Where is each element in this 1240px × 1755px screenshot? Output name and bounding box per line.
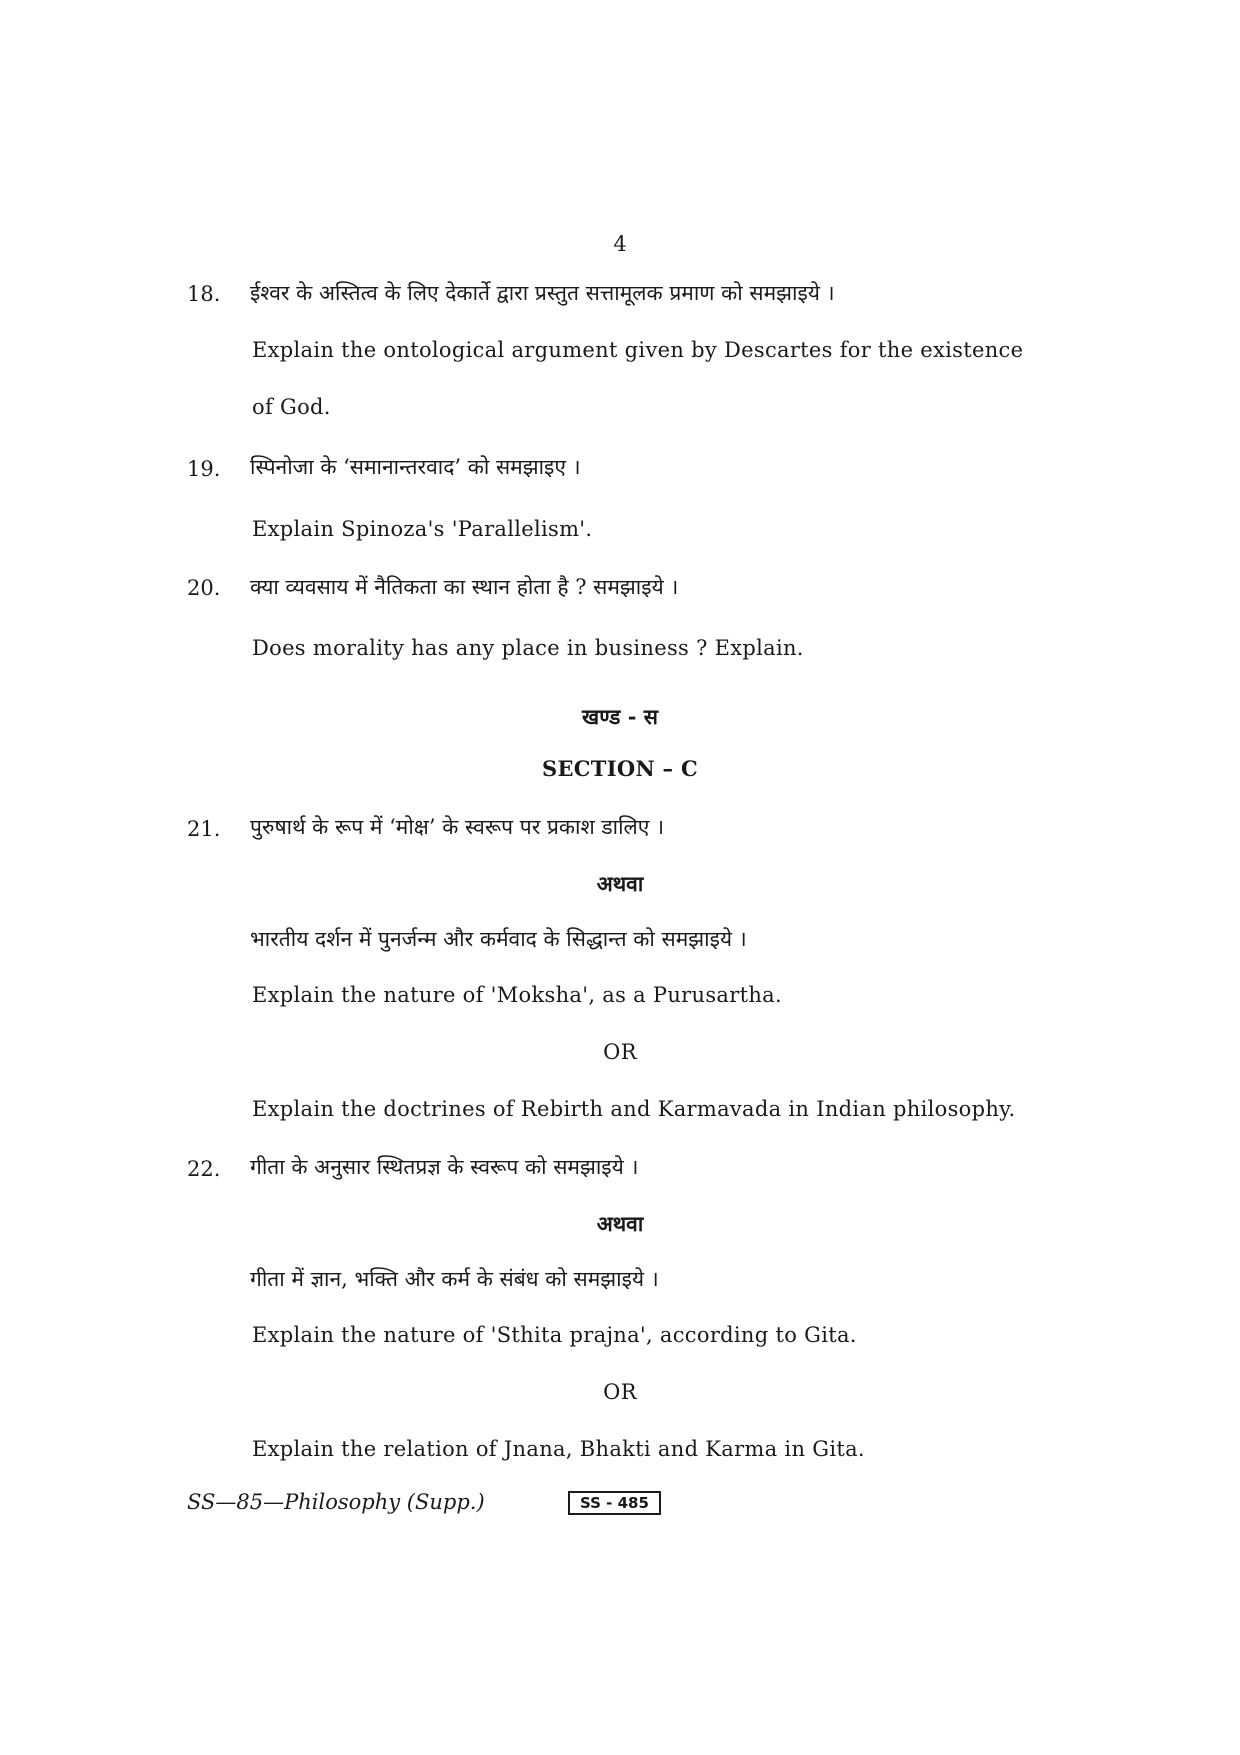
question-number: 20. xyxy=(187,576,221,600)
question-alt-hindi: गीता में ज्ञान, भक्ति और कर्म के संबंध को समझाइये । xyxy=(250,1267,659,1291)
question-alt-english: Explain the doctrines of Rebirth and Karmavada in Indian philosophy. xyxy=(252,1097,1016,1121)
question-number: 19. xyxy=(187,457,221,481)
question-text-english: Explain Spinoza's 'Parallelism'. xyxy=(252,517,593,541)
or-divider-hindi: अथवा xyxy=(596,871,644,896)
question-text-english: Explain the nature of 'Sthita prajna', according to Gita. xyxy=(252,1323,857,1347)
question-text-hindi: क्या व्यवसाय में नैतिकता का स्थान होता है ? समझाइये । xyxy=(250,575,679,599)
question-text-english-cont: of God. xyxy=(252,395,331,419)
footer-paper-code: SS - 485 xyxy=(568,1491,661,1515)
question-text-english: Does morality has any place in business ? Explain. xyxy=(252,636,804,660)
question-number: 18. xyxy=(187,282,221,306)
question-text-english: Explain the ontological argument given by Descartes for the existence xyxy=(252,338,1024,362)
question-text-english: Explain the nature of 'Moksha', as a Purusartha. xyxy=(252,983,782,1007)
question-alt-hindi: भारतीय दर्शन में पुनर्जन्म और कर्मवाद के सिद्धान्त को समझाइये । xyxy=(250,927,747,951)
page-number: 4 xyxy=(613,232,627,256)
question-number: 21. xyxy=(187,817,221,841)
section-heading-hindi: खण्ड - स xyxy=(582,704,658,729)
question-text-hindi: स्पिनोजा के ‘समानान्तरवाद’ को समझाइए । xyxy=(250,455,581,479)
or-divider-hindi: अथवा xyxy=(596,1211,644,1236)
question-text-hindi: ईश्वर के अस्तित्व के लिए देकार्ते द्वारा प्रस्तुत सत्तामूलक प्रमाण को समझाइये । xyxy=(250,281,835,305)
question-text-hindi: गीता के अनुसार स्थितप्रज्ञ के स्वरूप को समझाइये । xyxy=(250,1155,639,1179)
question-alt-english: Explain the relation of Jnana, Bhakti and Karma in Gita. xyxy=(252,1437,865,1461)
or-divider-english: OR xyxy=(603,1040,637,1064)
question-number: 22. xyxy=(187,1157,221,1181)
or-divider-english: OR xyxy=(603,1380,637,1404)
question-text-hindi: पुरुषार्थ के रूप में ‘मोक्ष’ के स्वरूप पर प्रकाश डालिए । xyxy=(250,815,665,839)
section-heading-english: SECTION – C xyxy=(542,756,698,781)
footer-paper-title: SS—85—Philosophy (Supp.) xyxy=(187,1490,485,1514)
